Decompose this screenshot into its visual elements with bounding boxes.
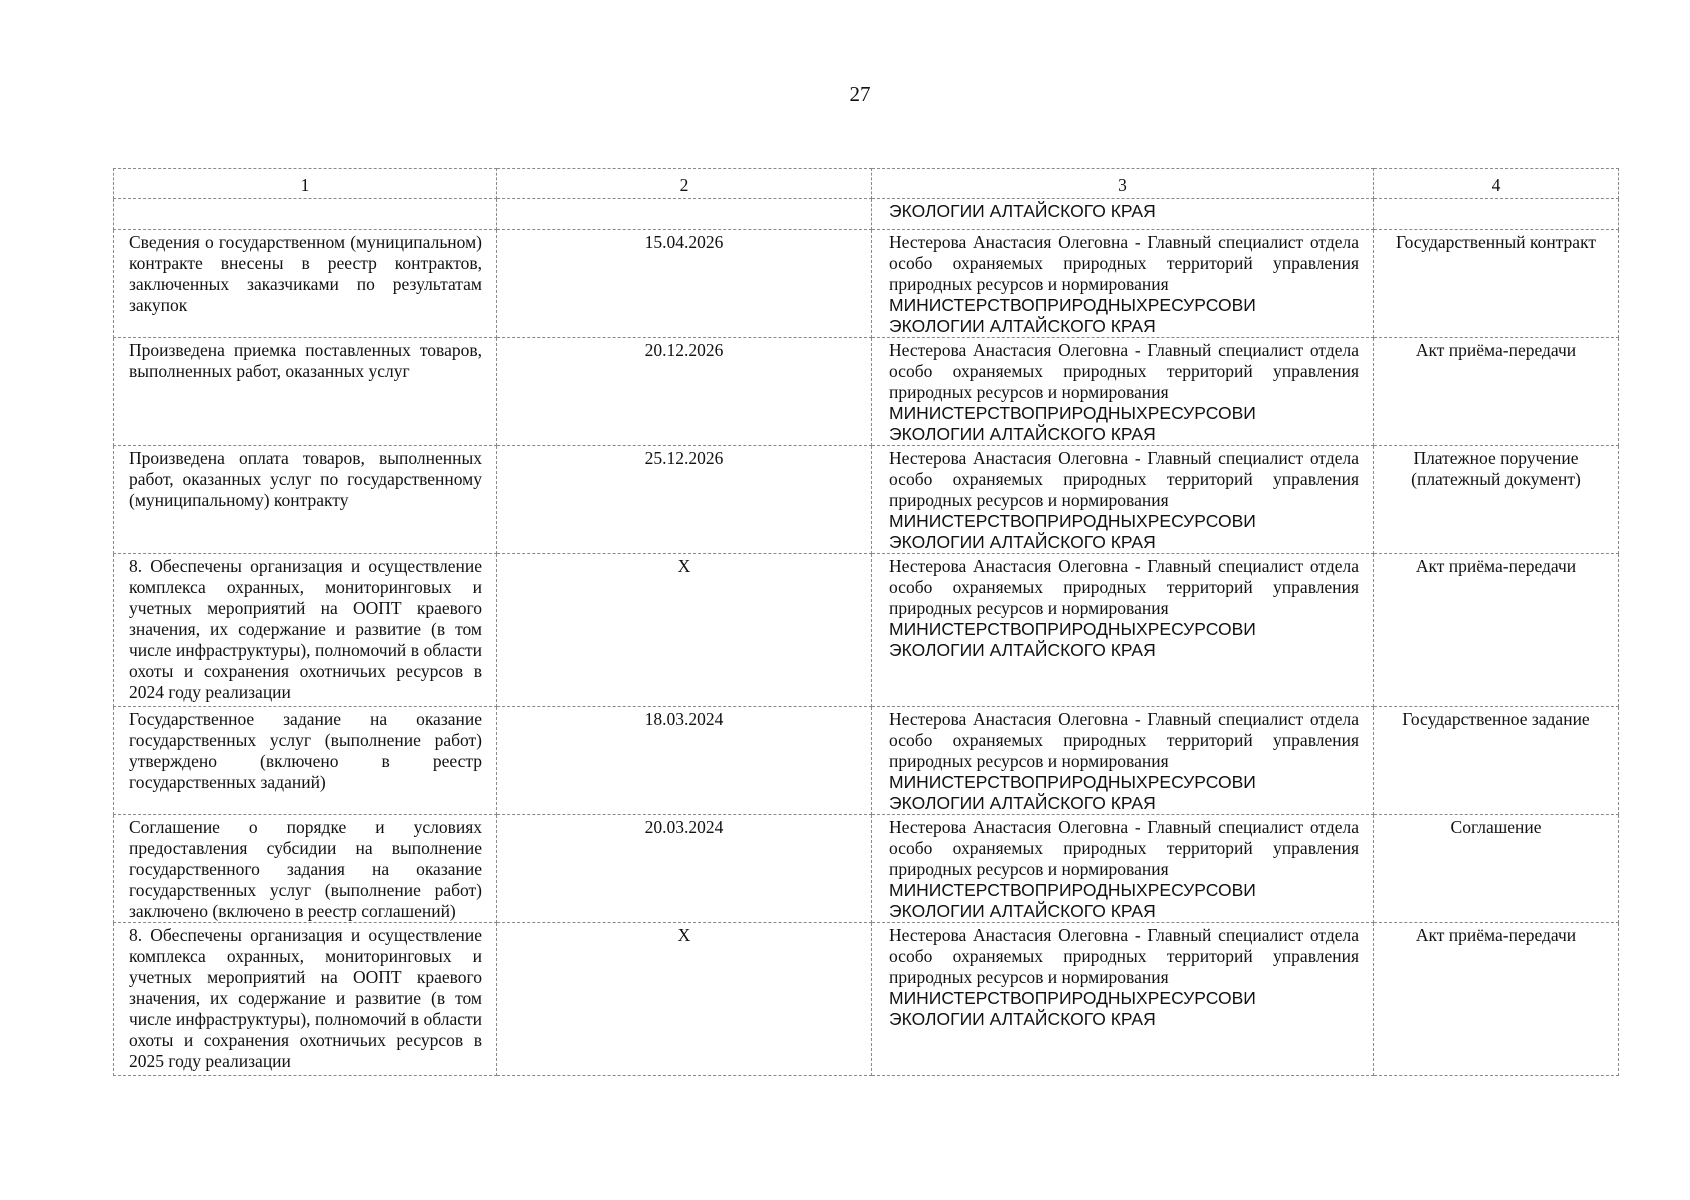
event-text: Произведена оплата товаров, выполненных работ, оказанных услуг по государственному (муниципальному) контракту: [129, 448, 482, 510]
event-text: Произведена приемка поставленных товаров, выполненных работ, оказанных услуг: [129, 340, 482, 381]
column-header-4: 4: [1374, 169, 1619, 199]
responsible-person: Нестерова Анастасия Олеговна - Главный специалист отдела особо охраняемых природных территорий управления природных ресурсов и нормирования: [889, 448, 1359, 510]
org-word: МИНИСТЕРСТВО: [889, 295, 1035, 315]
responsible-person: Нестерова Анастасия Олеговна - Главный специалист отдела особо охраняемых природных территорий управления природных ресурсов и нормирования: [889, 709, 1359, 771]
date-cell: [497, 554, 872, 707]
event-cell: [114, 923, 497, 1076]
document-cell: [1374, 446, 1619, 554]
date-text: X: [677, 556, 691, 576]
column-header-3: 3: [872, 169, 1374, 199]
org-word: ПРИРОДНЫХ: [1034, 988, 1148, 1008]
date-cell: [497, 815, 872, 923]
org-word: ПРИРОДНЫХ: [1034, 511, 1148, 531]
responsible-cell: [872, 815, 1374, 923]
org-word: ПРИРОДНЫХ: [1034, 880, 1148, 900]
continuation-cell-2: [497, 199, 872, 230]
responsible-org-tail: ЭКОЛОГИИ АЛТАЙСКОГО КРАЯ: [889, 532, 1156, 552]
date-text: X: [677, 925, 691, 945]
responsible-person: Нестерова Анастасия Олеговна - Главный специалист отдела особо охраняемых природных территорий управления природных ресурсов и нормирования: [889, 925, 1359, 987]
responsible-org-line: [889, 772, 1359, 793]
org-word: МИНИСТЕРСТВО: [889, 619, 1035, 639]
date-text: 20.12.2026: [644, 340, 724, 360]
responsible-cell: [872, 923, 1374, 1076]
org-word: ПРИРОДНЫХ: [1034, 295, 1148, 315]
org-word: ПРИРОДНЫХ: [1034, 619, 1148, 639]
date-cell: [497, 230, 872, 338]
org-word: МИНИСТЕРСТВО: [889, 772, 1035, 792]
responsible-person: Нестерова Анастасия Олеговна - Главный специалист отдела особо охраняемых природных территорий управления природных ресурсов и нормирования: [889, 817, 1359, 879]
org-word: И: [1243, 511, 1256, 531]
table-row: [114, 554, 1619, 707]
org-word: И: [1243, 619, 1256, 639]
event-text: Соглашение о порядке и условиях предоставления субсидии на выполнение государственного задания на оказание государственных услуг (выполнение работ) заключено (включено в реестр соглашений): [129, 817, 482, 921]
responsible-org-tail: ЭКОЛОГИИ АЛТАЙСКОГО КРАЯ: [889, 793, 1156, 813]
responsible-org-tail: ЭКОЛОГИИ АЛТАЙСКОГО КРАЯ: [889, 424, 1156, 444]
continuation-cell-3: [872, 199, 1374, 230]
document-text: Акт приёма-передачи: [1415, 340, 1577, 360]
document-cell: [1374, 338, 1619, 446]
date-cell: [497, 446, 872, 554]
date-cell: [497, 923, 872, 1076]
org-word: МИНИСТЕРСТВО: [889, 988, 1035, 1008]
org-word: РЕСУРСОВ: [1147, 511, 1244, 531]
column-header-1: 1: [114, 169, 497, 199]
responsible-cell: [872, 554, 1374, 707]
continuation-org-tail: ЭКОЛОГИИ АЛТАЙСКОГО КРАЯ: [889, 201, 1156, 221]
event-cell: [114, 338, 497, 446]
document-cell: [1374, 923, 1619, 1076]
responsible-org-line: [889, 295, 1359, 316]
org-word: РЕСУРСОВ: [1147, 880, 1244, 900]
event-text: Государственное задание на оказание государственных услуг (выполнение работ) утверждено (включено в реестр государственных заданий): [129, 709, 482, 792]
responsible-person: Нестерова Анастасия Олеговна - Главный специалист отдела особо охраняемых природных территорий управления природных ресурсов и нормирования: [889, 556, 1359, 618]
document-text: Государственное задание: [1402, 709, 1590, 729]
org-word: РЕСУРСОВ: [1147, 772, 1244, 792]
org-word: РЕСУРСОВ: [1147, 403, 1244, 423]
table-row: [114, 338, 1619, 446]
responsible-cell: [872, 446, 1374, 554]
org-word: РЕСУРСОВ: [1147, 988, 1244, 1008]
responsible-org-tail: ЭКОЛОГИИ АЛТАЙСКОГО КРАЯ: [889, 316, 1156, 336]
date-text: 15.04.2026: [644, 232, 724, 252]
control-points-table: [113, 168, 1619, 1076]
event-cell: [114, 554, 497, 707]
org-word: И: [1243, 295, 1256, 315]
event-cell: [114, 707, 497, 815]
document-cell: [1374, 554, 1619, 707]
date-text: 20.03.2024: [644, 817, 724, 837]
date-text: 25.12.2026: [644, 448, 724, 468]
date-text: 18.03.2024: [644, 709, 724, 729]
org-word: МИНИСТЕРСТВО: [889, 880, 1035, 900]
responsible-cell: [872, 230, 1374, 338]
responsible-org-line: [889, 988, 1359, 1009]
continuation-cell-1: [114, 199, 497, 230]
table-row: [114, 446, 1619, 554]
responsible-person: Нестерова Анастасия Олеговна - Главный специалист отдела особо охраняемых природных территорий управления природных ресурсов и нормирования: [889, 340, 1359, 402]
responsible-cell: [872, 707, 1374, 815]
date-cell: [497, 338, 872, 446]
responsible-org-tail: ЭКОЛОГИИ АЛТАЙСКОГО КРАЯ: [889, 640, 1156, 660]
document-cell: [1374, 815, 1619, 923]
document-text: Государственный контракт: [1396, 232, 1596, 252]
continuation-row: [114, 199, 1619, 230]
document-cell: [1374, 707, 1619, 815]
column-header-2: 2: [497, 169, 872, 199]
org-word: ПРИРОДНЫХ: [1034, 403, 1148, 423]
org-word: РЕСУРСОВ: [1147, 619, 1244, 639]
event-cell: [114, 446, 497, 554]
table-row: [114, 707, 1619, 815]
responsible-org-line: [889, 619, 1359, 640]
org-word: ПРИРОДНЫХ: [1034, 772, 1148, 792]
table-row: [114, 230, 1619, 338]
org-word: И: [1243, 403, 1256, 423]
event-cell: [114, 815, 497, 923]
event-cell: [114, 230, 497, 338]
document-text: Акт приёма-передачи: [1415, 556, 1577, 576]
table-row: [114, 923, 1619, 1076]
responsible-org-line: [889, 511, 1359, 532]
document-cell: [1374, 230, 1619, 338]
event-text: Сведения о государственном (муниципальном) контракте внесены в реестр контрактов, заключенных заказчиками по результатам закупок: [129, 232, 482, 315]
event-text: 8. Обеспечены организация и осуществление комплекса охранных, мониторинговых и учетных мероприятий на ООПТ краевого значения, их содержание и развитие (в том числе инфраструктуры), полномочий в области охоты и сохранения охотничьих ресурсов в 2025 году реализации: [129, 925, 482, 1071]
document-text: Соглашение: [1450, 817, 1542, 837]
responsible-org-tail: ЭКОЛОГИИ АЛТАЙСКОГО КРАЯ: [889, 1009, 1156, 1029]
table-header-row: [114, 169, 1619, 199]
responsible-org-tail: ЭКОЛОГИИ АЛТАЙСКОГО КРАЯ: [889, 901, 1156, 921]
org-word: И: [1243, 772, 1256, 792]
responsible-org-line: [889, 403, 1359, 424]
continuation-cell-4: [1374, 199, 1619, 230]
org-word: РЕСУРСОВ: [1147, 295, 1244, 315]
org-word: МИНИСТЕРСТВО: [889, 403, 1035, 423]
event-text: 8. Обеспечены организация и осуществление комплекса охранных, мониторинговых и учетных мероприятий на ООПТ краевого значения, их содержание и развитие (в том числе инфраструктуры), полномочий в области охоты и сохранения охотничьих ресурсов в 2024 году реализации: [129, 556, 482, 702]
responsible-cell: [872, 338, 1374, 446]
responsible-person: Нестерова Анастасия Олеговна - Главный специалист отдела особо охраняемых природных территорий управления природных ресурсов и нормирования: [889, 232, 1359, 294]
table-row: [114, 815, 1619, 923]
org-word: И: [1243, 988, 1256, 1008]
page-number: 27: [849, 82, 871, 106]
document-text: Акт приёма-передачи: [1415, 925, 1577, 945]
responsible-org-line: [889, 880, 1359, 901]
document-text: Платежное поручение (платежный документ): [1411, 448, 1581, 489]
org-word: И: [1243, 880, 1256, 900]
org-word: МИНИСТЕРСТВО: [889, 511, 1035, 531]
date-cell: [497, 707, 872, 815]
